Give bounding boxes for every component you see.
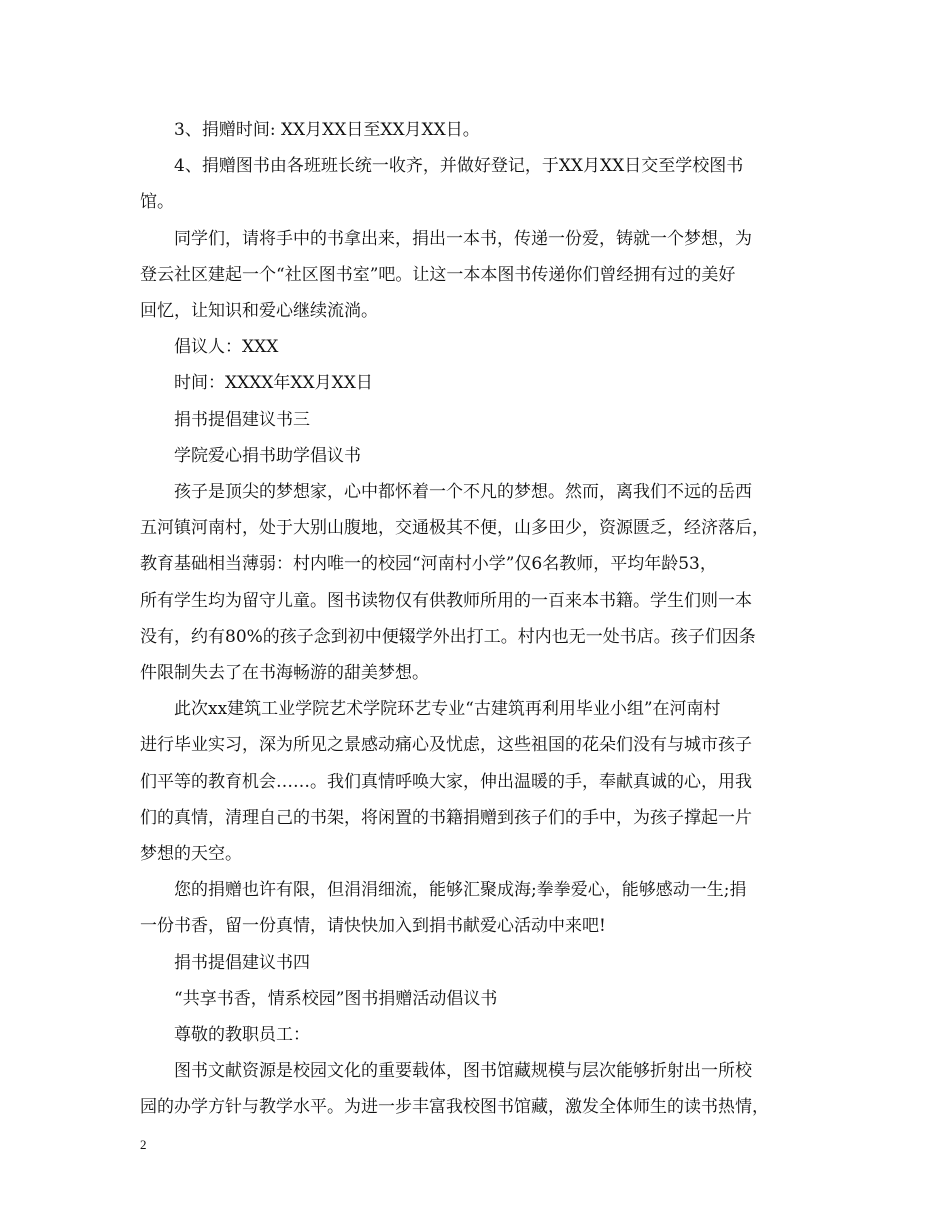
section-heading: 捐书提倡建议书三 [174,409,310,430]
paragraph-line: 馆。 [140,192,174,213]
paragraph-line: 们的真情，清理自己的书架，将闲置的书籍捐赠到孩子们的手中，为孩子撑起一片 [140,807,752,828]
paragraph-line: 园的办学方针与教学水平。为进一步丰富我校图书馆藏，激发全体师生的读书热情， [140,1097,769,1118]
paragraph-line: 进行毕业实习，深为所见之景感动痛心及忧虑，这些祖国的花朵们没有与城市孩子 [140,735,752,756]
date-line: 时间：XXXX年XX月XX日 [174,373,373,394]
paragraph-line: 没有，约有80%的孩子念到初中便辍学外出打工。村内也无一处书店。孩子们因条 [140,626,756,647]
paragraph-line: 登云社区建起一个“社区图书室”吧。让这一本本图书传递你们曾经拥有过的美好 [140,264,736,285]
document-body [140,112,830,1126]
page-number: 2 [140,1137,147,1152]
signature-line: 倡议人：XXX [174,337,279,358]
paragraph-line: 们平等的教育机会……。我们真情呼唤大家，伸出温暖的手，奉献真诚的心，用我 [140,771,752,792]
salutation: 尊敬的教职员工： [174,1025,310,1046]
paragraph-line: 一份书香，留一份真情，请快快加入到捐书献爱心活动中来吧! [140,916,606,937]
paragraph-line: 回忆，让知识和爱心继续流淌。 [140,301,378,322]
paragraph-line: 件限制失去了在书海畅游的甜美梦想。 [140,663,429,684]
paragraph-line: 所有学生均为留守儿童。图书读物仅有供教师所用的一百来本书籍。学生们则一本 [140,590,752,611]
section-heading: 捐书提倡建议书四 [174,952,310,973]
paragraph-line: 您的捐赠也许有限，但涓涓细流，能够汇聚成海;拳拳爱心，能够感动一生;捐 [174,880,747,901]
paragraph-line: 同学们，请将手中的书拿出来，捐出一本书，传递一份爱，铸就一个梦想，为 [174,228,752,249]
paragraph-line: 此次xx建筑工业学院艺术学院环艺专业“古建筑再利用毕业小组”在河南村 [174,699,721,720]
paragraph-line: 五河镇河南村，处于大别山腹地，交通极其不便，山多田少，资源匮乏，经济落后， [140,518,769,539]
paragraph-line: 4、捐赠图书由各班班长统一收齐，并做好登记，于XX月XX日交至学校图书 [174,156,744,177]
paragraph-line: 3、捐赠时间: XX月XX日至XX月XX日。 [174,120,480,140]
document-title: 学院爱心捐书助学倡议书 [174,445,361,466]
document-title: “共享书香，情系校园”图书捐赠活动倡议书 [174,988,498,1009]
paragraph-line: 梦想的天空。 [140,844,242,865]
paragraph-line: 图书文献资源是校园文化的重要载体，图书馆藏规模与层次能够折射出一所校 [174,1061,752,1082]
paragraph-line: 教育基础相当薄弱：村内唯一的校园“河南村小学”仅6名教师，平均年龄53， [140,554,717,575]
paragraph-line: 孩子是顶尖的梦想家，心中都怀着一个不凡的梦想。然而，离我们不远的岳西 [174,482,752,503]
